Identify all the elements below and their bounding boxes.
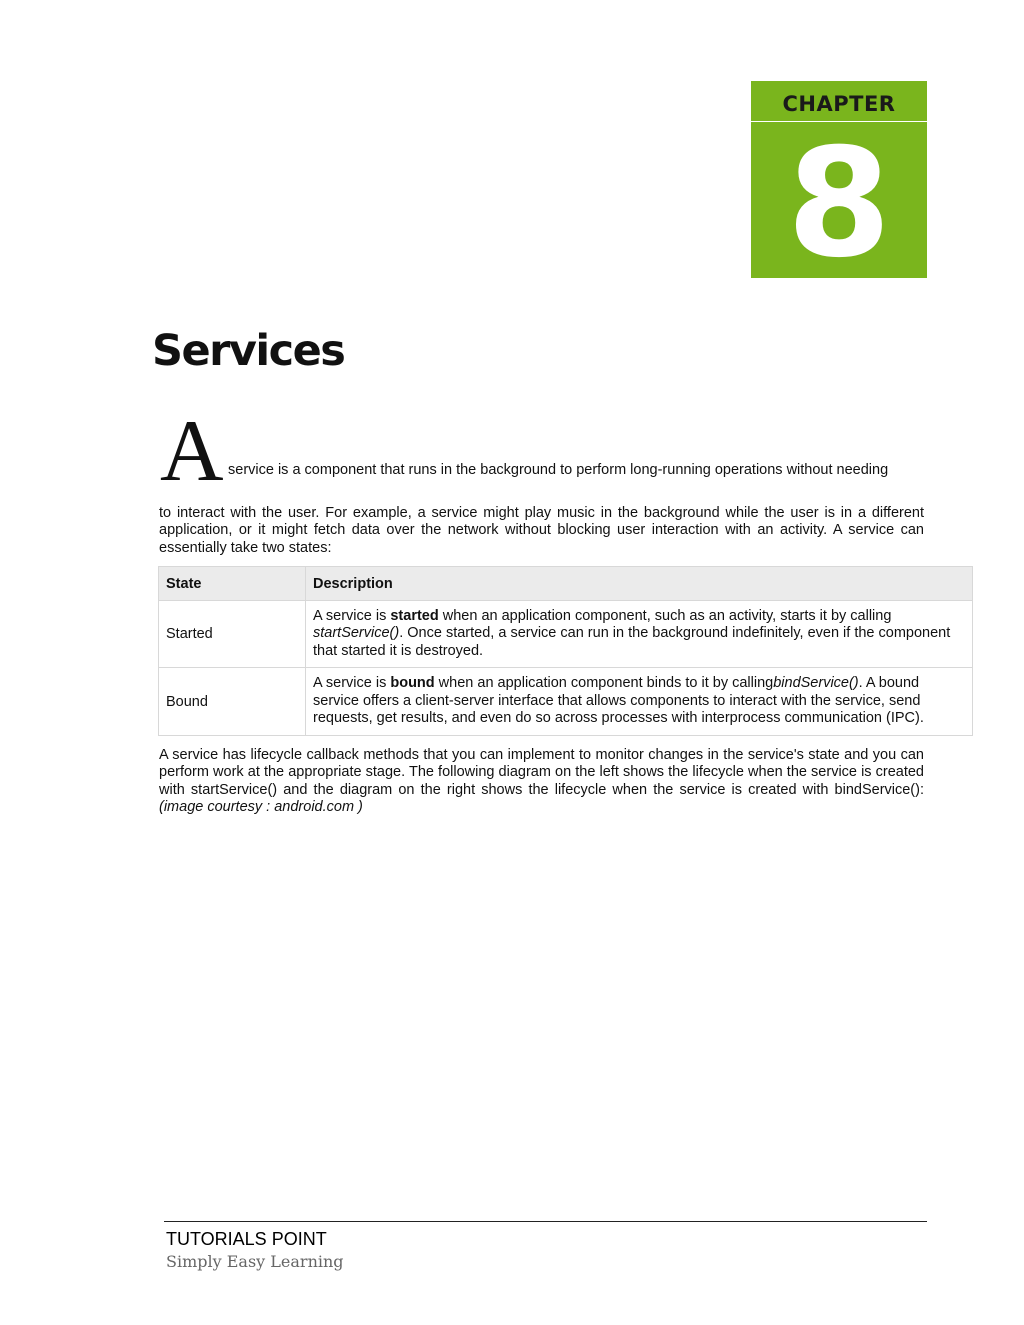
footer-brand: TUTORIALS POINT (166, 1229, 327, 1249)
header-state: State (159, 567, 306, 601)
intro-paragraph: to interact with the user. For example, a service might play music in the background while the user is in a different application, or it might fetch data over the network without blocking user interaction with an activity. A service can essentially take two states: (159, 505, 924, 556)
service-states-table (158, 566, 973, 736)
desc-keyword: started (390, 607, 439, 624)
desc-method: startService() (313, 625, 400, 642)
chapter-badge (751, 81, 927, 291)
table-header-row (159, 567, 973, 601)
footer-rule (164, 1221, 927, 1222)
lifecycle-text: A service has lifecycle callback methods that you can implement to monitor changes in the service's state and you can perform work at the appropriate stage. The following diagram on the left shows the lifecycle when the service is created with startService() and the diagram on the right shows the lifecycle when the service is created with bindService(): (159, 747, 924, 798)
state-cell: Bound (159, 668, 306, 736)
table-row (159, 601, 973, 668)
desc-text: A service is (313, 675, 391, 692)
chapter-number: 8 (786, 117, 892, 291)
desc-text: when an application component, such as an activity, starts it by calling (438, 607, 892, 624)
description-cell (306, 601, 973, 668)
table-row (159, 668, 973, 736)
desc-method: bindService() (773, 675, 859, 692)
state-cell: Started (159, 601, 306, 668)
intro-first-line: service is a component that runs in the background to perform long-running operations without needing (228, 462, 889, 478)
lifecycle-paragraph (159, 747, 924, 816)
chapter-label: CHAPTER (782, 92, 896, 116)
desc-keyword: bound (390, 675, 435, 692)
drop-cap: A (160, 403, 224, 500)
header-description: Description (306, 567, 973, 601)
image-credit: (image courtesy : android.com ) (159, 798, 363, 815)
page-title: Services (152, 326, 345, 376)
description-cell (306, 668, 973, 736)
desc-text: when an application component binds to it by calling (434, 675, 774, 692)
desc-text: . Once started, a service can run in the background indefinitely, even if the component that started it is destroyed. (313, 625, 951, 659)
footer-tagline: Simply Easy Learning (166, 1252, 344, 1271)
desc-text: . A bound service offers a client-server interface that allows components to interact with the service, send requests, get results, and even do so across processes with interprocess communication (IPC). (313, 675, 924, 727)
desc-text: A service is (313, 607, 391, 624)
